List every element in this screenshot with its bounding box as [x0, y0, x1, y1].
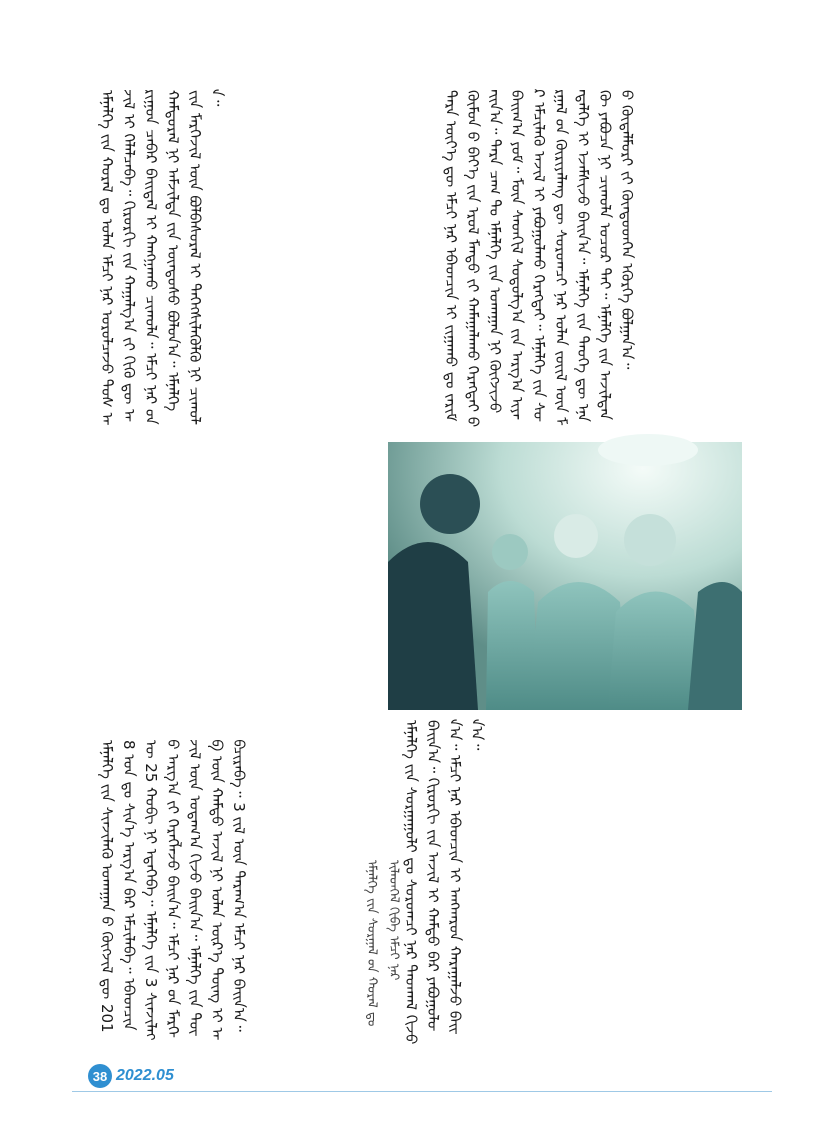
footer-rule [72, 1091, 772, 1092]
article-text: ᠡᠮᠨᠡᠯᠭᠡ ᠶ᠋ᠢᠨ ᠬᠤᠷᠠᠯ ᠳᠤ ᠣᠯᠠᠨ ᠡᠮᠴᠢ ᠨᠠᠷ ᠣᠷᠤᠯᠴᠠᠵᠤ ᠲᠤᠰ ᠠᠵᠢᠯ ᠢ ᠬᠡᠯᠡᠯᠴᠡᠪᠡ᠃ ᠬᠢᠷᠤᠷᠭᠢ ᠶ᠋ᠢᠨ ᠬᠠᠭᠠᠯᠭ᠎ᠠ ᠶ᠋ᠢ ᠬᠢᠬᠦ ᠳᠦ ᠠᠷᠢᠭᠤᠨ ᠴᠡᠪᠡᠷ ᠪᠠᠢᠳᠠᠯ ᠢ ᠬᠠᠩᠭᠠᠬᠤ ᠴᠢᠬᠤᠯᠠ᠃ ᠡᠮᠴᠢ ᠨᠠᠷ ᠤ᠋ᠨ ᠬᠠᠮᠲᠤᠷᠠᠯ ᠨᠢ ᠠᠮᠵᠢᠯᠲᠠ ᠶ᠋ᠢᠨ ᠦᠨᠳᠦᠰᠦ ᠪᠣᠯᠤᠨ᠎ᠠ᠃ ᠡᠮᠨᠡᠯᠭᠡ ᠶ᠋ᠢᠨ ᠮᠡᠷᠭᠡᠵᠢᠯ ᠦᠨ ᠪᠣᠯᠪᠠᠰᠤᠷᠠᠯ ᠢ ᠳᠡᠭᠡᠭᠰᠢᠯᠡᠭᠦᠯᠬᠦ ᠨᠢ ᠴᠢᠬᠤᠯᠠ᠃ [98, 90, 226, 430]
page-number-badge: 38 [88, 1064, 112, 1088]
article-text: ᠡᠮᠨᠡᠯᠭᠡ ᠶ᠋ᠢᠨ ᠰᠢᠨᠵᠢᠯᠡᠬᠦ ᠤᠬᠠᠭᠠᠨ ᠤ᠋ ᠬᠥᠭᠵᠢᠯ ᠳᠦ 2018 ᠣᠨ ᠳᠤ ᠰᠢᠨ᠎ᠡ ᠠᠷᠭ᠎ᠠ ᠪᠠᠷ ᠡᠮᠴᠢᠯᠡᠪᠡ᠃ ᠡᠪᠡᠳᠴᠢᠨ ᠦ 25 ᠬᠤᠪᠢ ᠨᠢ ᠡᠳᠡᠭᠡᠪᠡ᠃ ᠡᠮᠨᠡᠯᠭᠡ ᠶ᠋ᠢᠨ 3 ᠰᠢᠨᠵᠢᠯᠡᠬᠦ ᠠᠷᠭ᠎ᠠ ᠶ᠋ᠢ ᠬᠡᠷᠡᠭᠯᠡᠵᠦ ᠪᠠᠢᠨ᠎ᠠ᠃ ᠡᠮᠴᠢ ᠨᠠᠷ ᠤ᠋ᠨ ᠮᠡᠷᠭᠡᠵᠢᠯ ᠦᠨ ᠤᠳᠠᠭ᠎ᠠ ᠬᠢᠵᠦ ᠪᠠᠢᠨ᠎ᠠ᠃ ᠡᠮᠨᠡᠯᠭᠡ ᠶ᠋ᠢᠨ ᠲᠥᠪ ᠦᠨ ᠬᠠᠮᠲᠤ ᠠᠵᠢᠯ ᠨᠢ ᠤᠯᠠᠨ ᠦᠷ᠎ᠡ ᠳᠦᠩ ᠢ ᠠᠪᠴᠢᠷᠠᠪᠠ᠃ 3 ᠵᠢᠯ ᠦᠨ ᠳᠠᠷᠠᠭ᠎ᠠ ᠡᠮᠴᠢ ᠨᠠᠷ ᠪᠠᠢᠨ᠎ᠠ᠃ [98, 740, 248, 1040]
article-text: ᠡᠮᠨᠡᠯᠭᠡ ᠶ᠋ᠢᠨ ᠰᠤᠷᠭᠠᠭᠤᠯᠢ ᠳᠤ ᠰᠤᠷᠤᠭᠴᠢ ᠨᠠᠷ ᠳᠠᠳᠬᠠᠯ ᠬᠢᠵᠦ ᠪᠠᠢᠨ᠎ᠠ᠃ ᠬᠢᠷᠤᠷᠭᠢ ᠶ᠋ᠢᠨ ᠠᠵᠢᠯ ᠢ ᠬᠠᠮᠲᠤ ᠪᠡᠷ ᠶᠠᠪᠤᠭᠤᠯᠤᠨ᠎ᠠ᠃ ᠡᠮᠴᠢ ᠨᠠᠷ ᠡᠪᠡᠳᠴᠢᠨ ᠢ ᠠᠩᠬᠠᠷᠤᠨ ᠬᠠᠷᠠᠭᠠᠯᠵᠤ ᠪᠠᠢᠨ᠎ᠠ᠃ [402, 720, 486, 1050]
article-column-bottom-center [400, 720, 740, 1050]
article-column-top-right [440, 90, 730, 426]
article-column-middle-right [96, 90, 432, 430]
surgery-photo [388, 442, 742, 710]
pull-quote-column [360, 860, 401, 1040]
article-column-left [96, 740, 356, 1040]
article-text: ᠲᠡᠷᠡ ᠦᠶ᠎ᠡ ᠳᠦ ᠡᠮᠴᠢ ᠨᠠᠷ ᠡᠪᠡᠳᠴᠢᠨ ᠢ ᠵᠢᠭᠠᠬᠤ ᠳᠤ ᠵᠠᠷᠢᠮ ᠬᠦᠮᠦᠨ ᠤ᠋ ᠪᠡᠶ᠎ᠡ ᠶ᠋ᠢᠨ ᠡᠷᠦᠯ ᠮᠡᠨᠳᠦ ᠶ᠋ᠢ ᠬᠠᠮᠠᠭᠠᠯᠠᠬᠤ ᠬᠡᠷᠡᠭᠲᠡᠢ ᠪᠠᠢᠨ᠎ᠠ᠃ ᠲᠡᠷᠡ ᠴᠠᠭ ᠲᠤ ᠡᠮᠨᠡᠯᠭᠡ ᠶ᠋ᠢᠨ ᠤᠬᠠᠭᠠᠨ ᠨᠢ ᠬᠥᠭᠵᠢᠵᠦ ᠪᠠᠢᠭ᠎ᠠ ᠶᠤᠮ᠃ ᠮᠥᠨ ᠰᠡᠳᠬᠢᠯ ᠰᠤᠳᠤᠯᠭ᠎ᠠ ᠶ᠋ᠢᠨ ᠠᠷᠭ᠎ᠠ ᠢᠶᠡᠷ ᠡᠮᠴᠢᠯᠡᠬᠦ ᠠᠵᠢᠯ ᠢ ᠶᠠᠪᠤᠭᠤᠯᠬᠤ ᠬᠡᠷᠡᠭᠲᠡᠢ᠃ ᠡᠮᠨᠡᠯᠭᠡ ᠶ᠋ᠢᠨ ᠰᠤᠷᠭᠠᠯ ᠤ᠋ᠨ ᠬᠦᠷᠢᠶᠡᠯᠡᠩ ᠳᠦ ᠰᠤᠷᠤᠭᠴᠢ ᠨᠠᠷ ᠤᠯᠠᠨ ᠵᠦᠢᠯ ᠦᠨ ᠮᠡᠳᠡᠯᠭᠡ ᠢ ᠡᠵᠡᠮᠰᠢᠵᠦ ᠪᠠᠢᠨ᠎ᠠ᠃ ᠡᠮᠨᠡᠯᠭᠡ ᠶ᠋ᠢᠨ ᠲᠡᠦᠬᠡ ᠳᠦ ᠡᠨᠡ ᠬᠦ ᠶᠠᠪᠤᠴᠠ ᠨᠢ ᠴᠢᠬᠤᠯᠠ ᠤᠴᠤᠷ ᠲᠠᠢ᠃ ᠡᠮᠨᠡᠯᠭᠡ ᠶ᠋ᠢᠨ ᠠᠵᠢᠯᠲᠠᠨ ᠤ᠋ ᠬᠥᠳᠡᠯᠮᠦᠷᠢ ᠶ᠋ᠢ ᠬᠦᠨᠳᠦᠳᠬᠡᠨ ᠡᠭᠦᠷᠭᠡ ᠪᠣᠯᠭᠠᠨ᠎ᠠ᠃ [442, 90, 636, 427]
pull-quote-text: ᠡᠮᠨᠡᠯᠭᠡ ᠶ᠋ᠢᠨ ᠰᠤᠷᠭᠠᠯ ᠤ᠋ᠨ ᠬᠤᠷᠠᠯ ᠳᠤ ᠢᠯᠡᠳᠬᠡᠯ ᠬᠢᠪᠡ ᠡᠮᠴᠢ ᠨᠠᠷ [364, 860, 401, 1031]
page-footer [88, 1062, 174, 1090]
surgery-photo-icon [388, 442, 742, 710]
issue-label: 2022.05 [116, 1067, 174, 1084]
